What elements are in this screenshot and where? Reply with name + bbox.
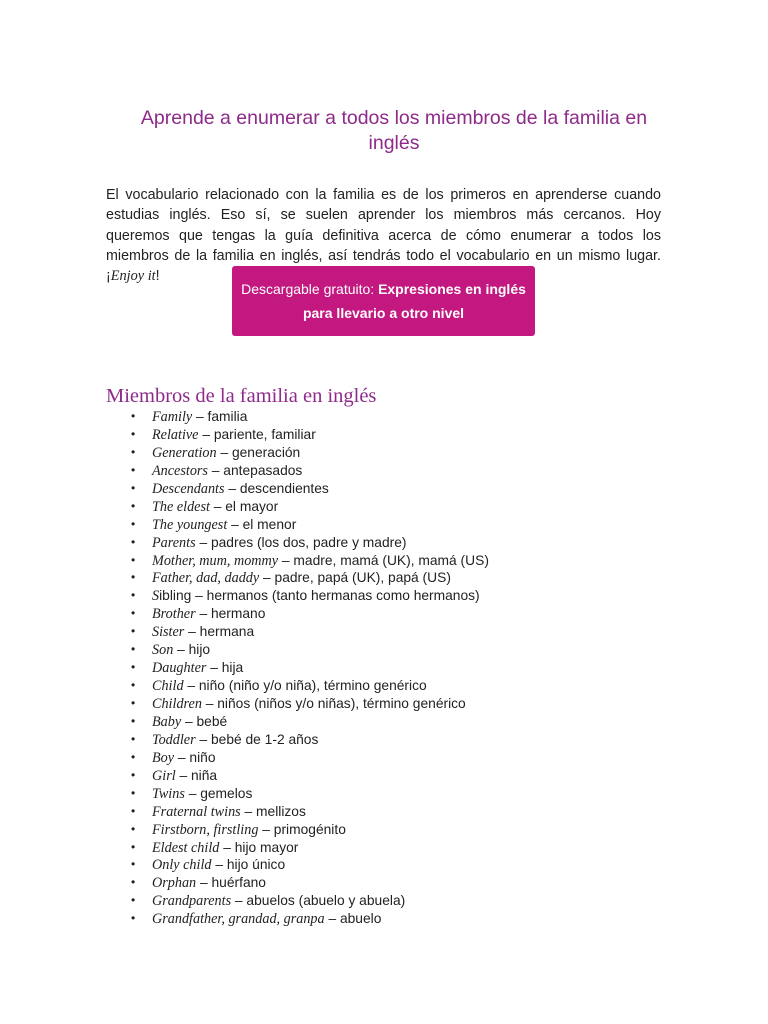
download-button[interactable] xyxy=(232,266,535,336)
download-button-lead: Descargable gratuito: xyxy=(241,281,379,297)
vocabulary-meaning: – familia xyxy=(192,409,248,424)
vocabulary-meaning: – padres (los dos, padre y madre) xyxy=(195,534,407,550)
vocabulary-item xyxy=(131,462,489,480)
vocabulary-item xyxy=(131,874,489,892)
vocabulary-meaning: – hija xyxy=(206,660,244,676)
vocabulary-item xyxy=(131,605,489,623)
vocabulary-term: Parents xyxy=(152,534,196,551)
vocabulary-term: Baby xyxy=(152,713,182,730)
vocabulary-item xyxy=(131,569,489,587)
intro-end: ! xyxy=(155,268,160,285)
vocabulary-item xyxy=(131,623,489,641)
vocabulary-item xyxy=(131,839,489,857)
vocabulary-item xyxy=(131,659,489,677)
vocabulary-meaning: – bebé de 1-2 años xyxy=(195,731,319,747)
vocabulary-item xyxy=(131,641,489,659)
vocabulary-term: S xyxy=(152,588,160,605)
vocabulary-item xyxy=(131,785,489,803)
vocabulary-term: Father, dad, daddy xyxy=(152,570,260,587)
vocabulary-term: Twins xyxy=(152,785,185,802)
vocabulary-meaning: – abuelo xyxy=(324,911,382,927)
section-title: Miembros de la familia en inglés xyxy=(106,385,377,407)
vocabulary-term: Toddler xyxy=(152,731,196,748)
vocabulary-term: Descendants xyxy=(152,480,225,497)
vocabulary-item xyxy=(131,749,489,767)
vocabulary-term: Sister xyxy=(152,624,185,641)
vocabulary-meaning: – huérfano xyxy=(196,875,266,891)
download-button-highlight: Expresiones en inglés para llevario a otro nivel xyxy=(302,281,526,321)
vocabulary-item xyxy=(131,534,489,552)
vocabulary-item xyxy=(131,587,489,605)
vocabulary-term: Family xyxy=(152,409,193,425)
vocabulary-item xyxy=(131,695,489,713)
vocabulary-meaning: – antepasados xyxy=(207,462,303,478)
vocabulary-term: Grandparents xyxy=(152,893,232,910)
vocabulary-meaning: – gemelos xyxy=(184,785,253,801)
vocabulary-item xyxy=(131,516,489,534)
vocabulary-item xyxy=(131,677,489,695)
vocabulary-meaning: – niño (niño y/o niña), término genérico xyxy=(183,678,427,694)
vocabulary-meaning: – el menor xyxy=(227,516,297,532)
vocabulary-meaning: – bebé xyxy=(181,713,228,729)
vocabulary-item xyxy=(131,910,489,928)
vocabulary-term: Boy xyxy=(152,749,175,766)
vocabulary-meaning: – hijo xyxy=(173,642,211,658)
vocabulary-item xyxy=(131,767,489,785)
vocabulary-term: Relative xyxy=(152,426,199,443)
vocabulary-term: Children xyxy=(152,696,202,712)
vocabulary-term: Grandfather, grandad, granpa xyxy=(152,911,325,928)
vocabulary-meaning: – abuelos (abuelo y abuela) xyxy=(231,893,406,909)
vocabulary-item xyxy=(131,498,489,516)
vocabulary-term: Firstborn, firstling xyxy=(152,821,259,838)
vocabulary-meaning: – hijo único xyxy=(211,857,286,873)
vocabulary-term: Orphan xyxy=(152,875,197,892)
vocabulary-term: Only child xyxy=(152,857,212,874)
vocabulary-meaning: ibling – hermanos (tanto hermanas como hermanos) xyxy=(159,588,480,604)
vocabulary-item xyxy=(131,408,489,426)
vocabulary-item xyxy=(131,856,489,874)
vocabulary-meaning: – niña xyxy=(175,767,218,783)
vocabulary-meaning: – niños (niños y/o niñas), término genérico xyxy=(201,696,466,711)
vocabulary-item xyxy=(131,713,489,731)
vocabulary-meaning: – hermana xyxy=(184,624,255,640)
vocabulary-meaning: – el mayor xyxy=(209,498,279,514)
vocabulary-term: Fraternal twins xyxy=(152,803,241,820)
vocabulary-term: Child xyxy=(152,678,184,695)
vocabulary-term: Generation xyxy=(152,444,217,461)
vocabulary-item xyxy=(131,444,489,462)
vocabulary-term: Brother xyxy=(152,606,196,623)
vocabulary-meaning: – hijo mayor xyxy=(219,839,299,855)
vocabulary-term: Daughter xyxy=(152,660,207,677)
vocabulary-term: Girl xyxy=(152,767,176,784)
vocabulary-meaning: – mellizos xyxy=(240,803,306,819)
vocabulary-term: Mother, mum, mommy xyxy=(152,552,279,569)
vocabulary-term: The eldest xyxy=(152,498,210,515)
vocabulary-item xyxy=(131,480,489,498)
vocabulary-meaning: – padre, papá (UK), papá (US) xyxy=(259,570,451,586)
vocabulary-meaning: – descendientes xyxy=(224,480,329,496)
vocabulary-meaning: – pariente, familiar xyxy=(198,426,316,442)
vocabulary-meaning: – madre, mamá (UK), mamá (US) xyxy=(278,552,489,568)
vocabulary-list xyxy=(131,408,489,928)
intro-text: El vocabulario relacionado con la familia es de los primeros en aprenderse cuando estudias inglés. Eso sí, se suelen aprender los miembros más cercanos. Hoy queremos que tengas la guía definitiva acerca de cómo enumerar a todos los miembros de la familia en inglés, así tendrás todo el vocabulario en un mismo lugar. ¡ xyxy=(106,187,661,285)
page-title: Aprende a enumerar a todos los miembros de la familia en inglés xyxy=(140,107,648,154)
vocabulary-term: Eldest child xyxy=(152,839,220,856)
vocabulary-item xyxy=(131,892,489,910)
vocabulary-item xyxy=(131,552,489,570)
vocabulary-term: The youngest xyxy=(152,516,228,533)
vocabulary-meaning: – generación xyxy=(216,444,301,460)
vocabulary-meaning: – hermano xyxy=(195,606,266,622)
vocabulary-meaning: – niño xyxy=(174,749,216,765)
vocabulary-item xyxy=(131,426,489,444)
vocabulary-meaning: – primogénito xyxy=(258,821,346,837)
vocabulary-item xyxy=(131,731,489,749)
vocabulary-term: Ancestors xyxy=(152,462,208,479)
intro-emphasis: Enjoy it xyxy=(110,268,156,285)
vocabulary-item xyxy=(131,803,489,821)
vocabulary-item xyxy=(131,821,489,839)
vocabulary-term: Son xyxy=(152,642,174,659)
